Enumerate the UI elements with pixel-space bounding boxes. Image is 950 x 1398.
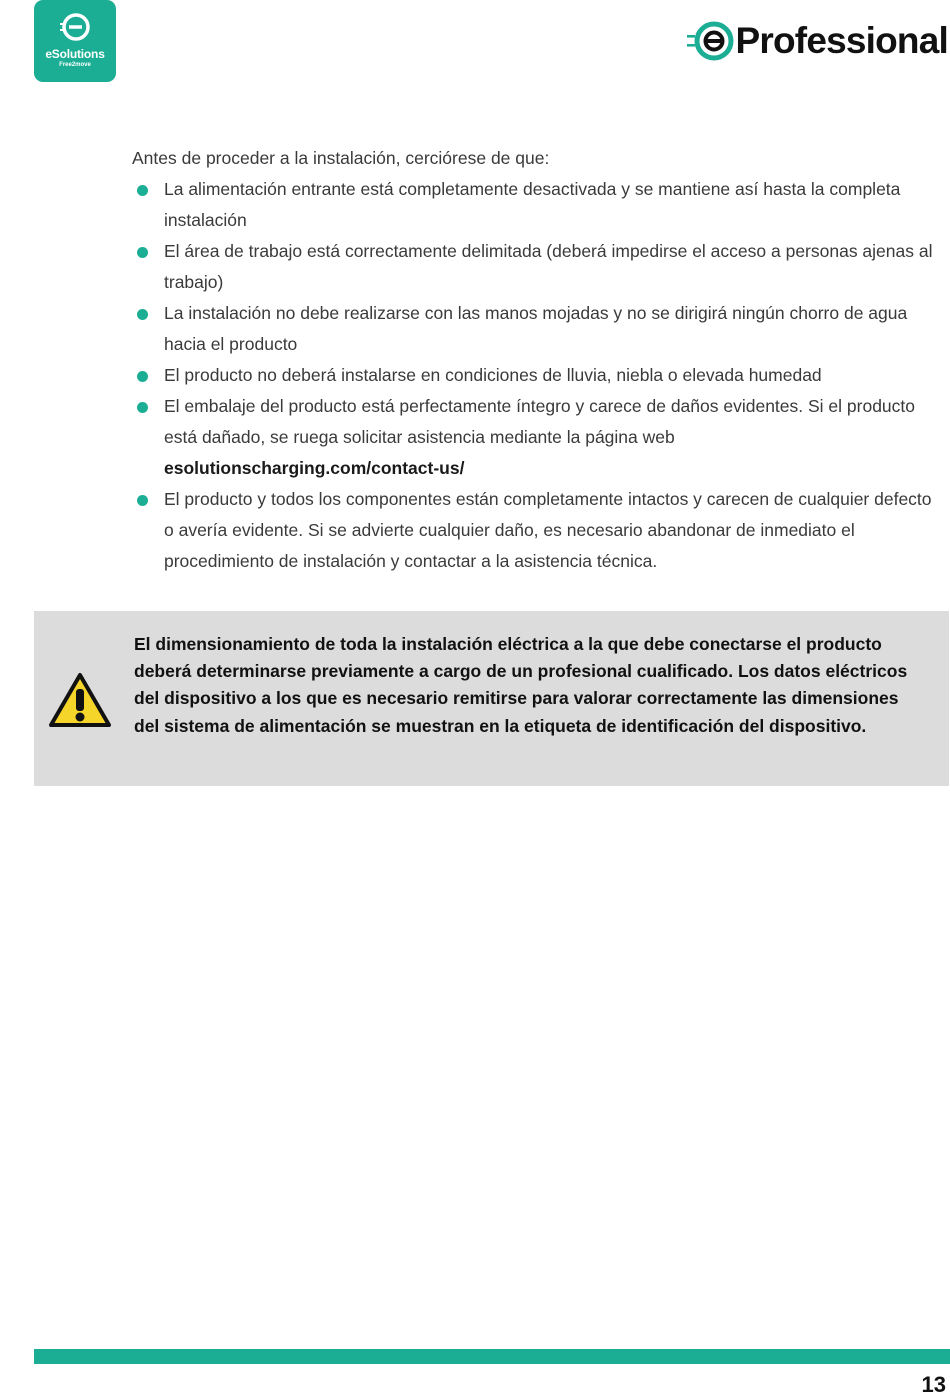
list-item	[132, 484, 944, 577]
page-number: 13	[921, 1372, 946, 1397]
eprofessional-plug-icon	[686, 18, 734, 64]
warning-box	[34, 611, 949, 786]
list-item-text: El área de trabajo está correctamente delimitada (deberá impedirse el acceso a personas ajenas al trabajo)	[164, 241, 933, 292]
footer-bar	[34, 1349, 950, 1364]
precautions-section	[132, 143, 944, 577]
list-item	[132, 236, 944, 298]
warning-text: El dimensionamiento de toda la instalación eléctrica a la que debe conectarse el producto deberá determinarse previamente a cargo de un profesional cualificado. Los datos eléctricos del dispositivo a los que es necesario remitirse para valorar correctamente las dimensiones del sistema de alimentación se muestran en la etiqueta de identificación del dispositivo.	[134, 634, 908, 736]
list-item	[132, 391, 944, 484]
precautions-list	[132, 174, 944, 577]
bullet-icon	[137, 185, 148, 196]
list-item-text: El producto y todos los componentes están completamente intactos y carecen de cualquier defecto o avería evidente. Si se advierte cualquier daño, es necesario abandonar de inmediato el procedimiento de instalación y contactar a la asistencia técnica.	[164, 489, 932, 571]
list-item-text: El embalaje del producto está perfectamente íntegro y carece de daños evidentes. Si el producto está dañado, se ruega solicitar asistencia mediante la página web	[164, 396, 916, 447]
eprofessional-logo	[686, 16, 948, 66]
free2move-text: Free2move	[59, 62, 91, 68]
list-item	[132, 298, 944, 360]
esolutions-brand-text: eSolutions	[45, 47, 105, 61]
list-item-text: La alimentación entrante está completamente desactivada y se mantiene así hasta la completa instalación	[164, 179, 901, 230]
bullet-icon	[137, 309, 148, 320]
list-item-text: El producto no deberá instalarse en condiciones de lluvia, niebla o elevada humedad	[164, 365, 822, 385]
list-item	[132, 174, 944, 236]
contact-link[interactable]: esolutionscharging.com/contact-us/	[164, 458, 465, 478]
professional-word: Professional	[735, 20, 948, 61]
list-item	[132, 360, 944, 391]
bullet-icon	[137, 371, 148, 382]
warning-icon	[47, 671, 113, 729]
bullet-icon	[137, 495, 148, 506]
list-item-text: La instalación no debe realizarse con las manos mojadas y no se dirigirá ningún chorro de agua hacia el producto	[164, 303, 908, 354]
esolutions-plug-icon	[58, 10, 92, 44]
bullet-icon	[137, 247, 148, 258]
esolutions-logo	[34, 0, 116, 82]
intro-text: Antes de proceder a la instalación, cerciórese de que:	[132, 148, 550, 168]
bullet-icon	[137, 402, 148, 413]
